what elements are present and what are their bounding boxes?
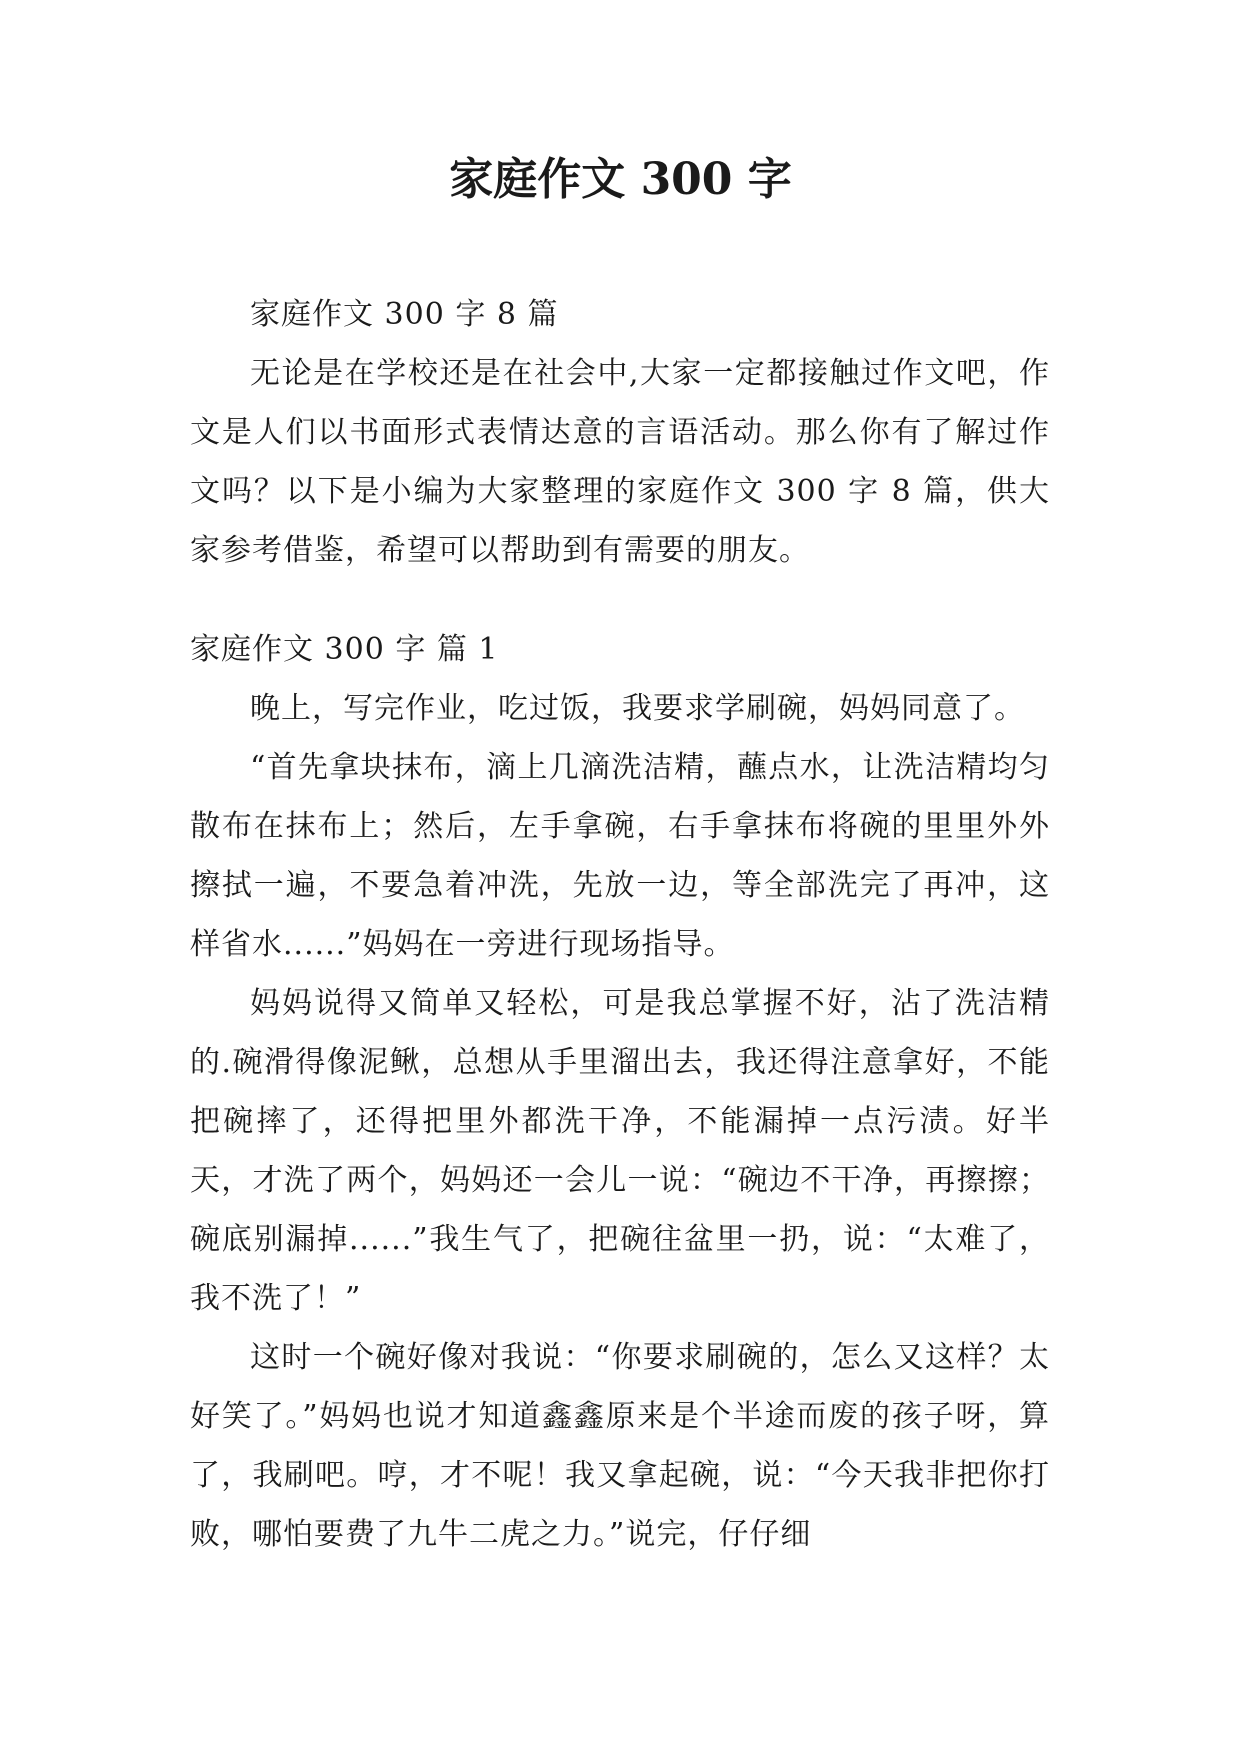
intro-heading: 家庭作文 300 字 8 篇 bbox=[250, 297, 559, 332]
body-paragraph-2: “首先拿块抹布，滴上几滴洗洁精，蘸点水，让洗洁精均匀散布在抹布上；然后，左手拿碗，右手拿抹布将碗的里里外外擦拭一遍，不要急着冲洗，先放一边，等全部洗完了再冲，这样省水......”妈妈在一旁进行现场指导。 bbox=[190, 750, 1050, 962]
body-paragraph-3: 妈妈说得又简单又轻松，可是我总掌握不好，沾了洗洁精的.碗滑得像泥鳅，总想从手里溜出去，我还得注意拿好，不能把碗摔了，还得把里外都洗干净，不能漏掉一点污渍。好半天，才洗了两个，妈妈还一会儿一说：“碗边不干净，再擦擦；碗底别漏掉......”我生气了，把碗往盆里一扔，说：“太难了，我不洗了！” bbox=[190, 986, 1050, 1316]
document-body bbox=[190, 285, 1050, 1564]
section-heading: 家庭作文 300 字 篇 1 bbox=[190, 632, 499, 667]
intro-paragraph: 无论是在学校还是在社会中,大家一定都接触过作文吧，作文是人们以书面形式表情达意的言语活动。那么你有了解过作文吗？以下是小编为大家整理的家庭作文 300 字 8 篇，供大家参考借鉴，希望可以帮助到有需要的朋友。 bbox=[190, 356, 1050, 568]
document-title: 家庭作文 300 字 bbox=[449, 154, 792, 205]
body-paragraph-4: 这时一个碗好像对我说：“你要求刷碗的，怎么又这样？太好笑了。”妈妈也说才知道鑫鑫原来是个半途而废的孩子呀，算了，我刷吧。哼，才不呢！我又拿起碗，说：“今天我非把你打败，哪怕要费了九牛二虎之力。”说完，仔仔细 bbox=[190, 1340, 1050, 1552]
body-paragraph-1: 晚上，写完作业，吃过饭，我要求学刷碗，妈妈同意了。 bbox=[250, 691, 1025, 726]
section-spacer bbox=[190, 580, 1050, 620]
